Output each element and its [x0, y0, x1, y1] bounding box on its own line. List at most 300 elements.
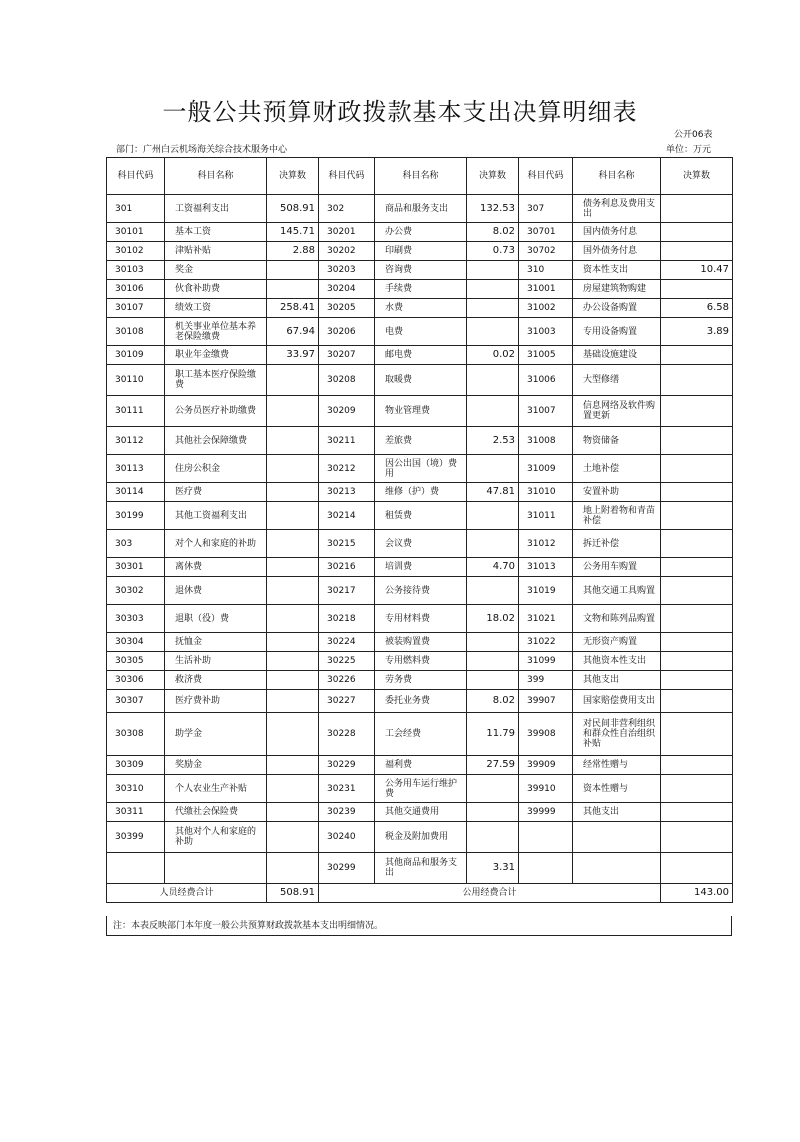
item-amount: [661, 803, 733, 822]
item-amount: [661, 455, 733, 483]
item-name: 国家赔偿费用支出: [573, 690, 661, 713]
item-amount: [661, 280, 733, 299]
item-code: 30201: [319, 223, 375, 242]
header-row: [107, 158, 733, 195]
item-name: 劳务费: [375, 671, 467, 690]
item-amount: [661, 605, 733, 633]
totals-row: [107, 884, 733, 903]
item-name: 基本工资: [165, 223, 267, 242]
item-code: 303: [107, 530, 165, 558]
item-code: 30225: [319, 652, 375, 671]
item-code: 39909: [519, 756, 573, 775]
item-amount: 0.02: [467, 346, 519, 365]
item-name: 委托业务费: [375, 690, 467, 713]
item-amount: 11.79: [467, 713, 519, 756]
item-amount: [267, 822, 319, 853]
item-name: 会议费: [375, 530, 467, 558]
item-name: 奖金: [165, 261, 267, 280]
item-code: 39907: [519, 690, 573, 713]
item-code: 30106: [107, 280, 165, 299]
item-code: 30111: [107, 396, 165, 427]
item-name: 专用材料费: [375, 605, 467, 633]
item-code: 30108: [107, 318, 165, 346]
item-code: 31013: [519, 558, 573, 577]
item-code: 301: [107, 195, 165, 223]
item-name: [573, 822, 661, 853]
item-name: 取暖费: [375, 365, 467, 396]
item-name: 职业年金缴费: [165, 346, 267, 365]
item-amount: [467, 299, 519, 318]
item-amount: [467, 396, 519, 427]
item-code: 30305: [107, 652, 165, 671]
item-name: 维修（护）费: [375, 483, 467, 502]
item-amount: [661, 822, 733, 853]
item-name: 税金及附加费用: [375, 822, 467, 853]
item-code: 31011: [519, 502, 573, 530]
item-name: 津贴补贴: [165, 242, 267, 261]
item-name: 医疗费: [165, 483, 267, 502]
item-code: 30103: [107, 261, 165, 280]
table-row: [107, 690, 733, 713]
item-amount: [267, 577, 319, 605]
item-code: 31012: [519, 530, 573, 558]
page-title: 一般公共预算财政拨款基本支出决算明细表: [162, 98, 638, 126]
unit-label: 单位：万元: [666, 145, 712, 155]
table-row: [107, 775, 733, 803]
item-code: 30110: [107, 365, 165, 396]
item-code: 31010: [519, 483, 573, 502]
item-code: 30226: [319, 671, 375, 690]
item-code: 30216: [319, 558, 375, 577]
item-code: 31005: [519, 346, 573, 365]
item-code: 30228: [319, 713, 375, 756]
item-name: 拆迁补偿: [573, 530, 661, 558]
item-name: 因公出国（境）费用: [375, 455, 467, 483]
table-row: [107, 455, 733, 483]
item-amount: [267, 396, 319, 427]
item-amount: [467, 652, 519, 671]
item-code: 31002: [519, 299, 573, 318]
item-name: 其他社会保障缴费: [165, 427, 267, 455]
item-name: 物业管理费: [375, 396, 467, 427]
table-row: [107, 713, 733, 756]
item-name: [165, 853, 267, 884]
item-code: 31008: [519, 427, 573, 455]
item-name: 助学金: [165, 713, 267, 756]
item-amount: [267, 671, 319, 690]
item-amount: 3.89: [661, 318, 733, 346]
item-name: 绩效工资: [165, 299, 267, 318]
item-code: 30217: [319, 577, 375, 605]
table-row: [107, 261, 733, 280]
item-amount: [467, 455, 519, 483]
item-code: 30208: [319, 365, 375, 396]
item-amount: [467, 365, 519, 396]
item-amount: [267, 280, 319, 299]
item-code: 31009: [519, 455, 573, 483]
item-name: 退职（役）费: [165, 605, 267, 633]
item-code: 31006: [519, 365, 573, 396]
item-code: 30114: [107, 483, 165, 502]
item-name: 租赁费: [375, 502, 467, 530]
item-name: 个人农业生产补贴: [165, 775, 267, 803]
item-name: 邮电费: [375, 346, 467, 365]
item-code: 30101: [107, 223, 165, 242]
item-name: 对个人和家庭的补助: [165, 530, 267, 558]
item-name: 办公设备购置: [573, 299, 661, 318]
item-name: 其他交通工具购置: [573, 577, 661, 605]
form-number: 公开06表: [674, 130, 713, 140]
table-row: [107, 280, 733, 299]
item-amount: [661, 690, 733, 713]
department-label: 部门：广州白云机场海关综合技术服务中心: [116, 145, 288, 155]
item-code: 30702: [519, 242, 573, 261]
item-name: 培训费: [375, 558, 467, 577]
item-name: 信息网络及软件购置更新: [573, 396, 661, 427]
item-amount: 8.02: [467, 223, 519, 242]
header-cell: 科目名称: [375, 158, 467, 195]
item-name: 机关事业单位基本养老保险缴费: [165, 318, 267, 346]
item-code: 30231: [319, 775, 375, 803]
table-row: [107, 242, 733, 261]
item-name: 抚恤金: [165, 633, 267, 652]
item-name: 其他对个人和家庭的补助: [165, 822, 267, 853]
item-name: 公务接待费: [375, 577, 467, 605]
item-code: 31001: [519, 280, 573, 299]
item-name: 奖励金: [165, 756, 267, 775]
item-code: 30399: [107, 822, 165, 853]
header-cell: 科目名称: [165, 158, 267, 195]
item-code: 30227: [319, 690, 375, 713]
item-code: 30112: [107, 427, 165, 455]
item-name: 工资福利支出: [165, 195, 267, 223]
item-amount: 27.59: [467, 756, 519, 775]
item-code: 31019: [519, 577, 573, 605]
table-row: [107, 299, 733, 318]
item-amount: [661, 633, 733, 652]
item-code: 30102: [107, 242, 165, 261]
table-row: [107, 558, 733, 577]
item-name: 职工基本医疗保险缴费: [165, 365, 267, 396]
item-name: 差旅费: [375, 427, 467, 455]
item-name: 其他支出: [573, 803, 661, 822]
item-code: 30107: [107, 299, 165, 318]
item-name: 工会经费: [375, 713, 467, 756]
item-amount: [467, 502, 519, 530]
item-amount: [267, 502, 319, 530]
item-code: 30215: [319, 530, 375, 558]
item-amount: [267, 853, 319, 884]
item-amount: 258.41: [267, 299, 319, 318]
item-code: 31007: [519, 396, 573, 427]
item-name: 救济费: [165, 671, 267, 690]
item-code: 30113: [107, 455, 165, 483]
item-amount: [661, 502, 733, 530]
item-name: 其他商品和服务支出: [375, 853, 467, 884]
item-amount: [267, 558, 319, 577]
item-name: 其他工资福利支出: [165, 502, 267, 530]
item-amount: [467, 261, 519, 280]
item-code: 30218: [319, 605, 375, 633]
item-amount: [267, 427, 319, 455]
item-name: 其他交通费用: [375, 803, 467, 822]
item-amount: [661, 853, 733, 884]
table-row: [107, 756, 733, 775]
item-name: 手续费: [375, 280, 467, 299]
header-cell: 科目代码: [519, 158, 573, 195]
item-name: 商品和服务支出: [375, 195, 467, 223]
item-amount: [267, 455, 319, 483]
header-cell: 科目代码: [319, 158, 375, 195]
item-amount: [267, 633, 319, 652]
item-amount: [267, 483, 319, 502]
table-row: [107, 577, 733, 605]
item-code: 30214: [319, 502, 375, 530]
item-name: 土地补偿: [573, 455, 661, 483]
item-name: 文物和陈列品购置: [573, 605, 661, 633]
item-amount: [661, 713, 733, 756]
table-row: [107, 427, 733, 455]
item-amount: 67.94: [267, 318, 319, 346]
item-amount: [661, 483, 733, 502]
item-amount: [267, 261, 319, 280]
item-code: 39999: [519, 803, 573, 822]
item-amount: [661, 427, 733, 455]
item-amount: [467, 577, 519, 605]
expenditure-table: [106, 157, 732, 903]
item-amount: [661, 558, 733, 577]
item-name: 咨询费: [375, 261, 467, 280]
item-amount: 145.71: [267, 223, 319, 242]
item-code: 30309: [107, 756, 165, 775]
item-name: 大型修缮: [573, 365, 661, 396]
item-amount: [661, 530, 733, 558]
item-code: 30213: [319, 483, 375, 502]
item-code: 30308: [107, 713, 165, 756]
item-amount: 3.31: [467, 853, 519, 884]
item-name: 伙食补助费: [165, 280, 267, 299]
header-cell: 决算数: [467, 158, 519, 195]
item-name: 国外债务付息: [573, 242, 661, 261]
table-row: [107, 822, 733, 853]
item-name: 代缴社会保险费: [165, 803, 267, 822]
item-code: 302: [319, 195, 375, 223]
item-amount: [467, 530, 519, 558]
item-code: 30109: [107, 346, 165, 365]
item-amount: 2.88: [267, 242, 319, 261]
item-code: 30311: [107, 803, 165, 822]
item-name: 退休费: [165, 577, 267, 605]
item-code: 30204: [319, 280, 375, 299]
item-name: 资本性支出: [573, 261, 661, 280]
item-name: 其他资本性支出: [573, 652, 661, 671]
item-name: 住房公积金: [165, 455, 267, 483]
item-code: 310: [519, 261, 573, 280]
item-amount: [267, 652, 319, 671]
header-cell: 科目名称: [573, 158, 661, 195]
item-code: 31021: [519, 605, 573, 633]
item-amount: [661, 346, 733, 365]
item-code: 30301: [107, 558, 165, 577]
item-code: [107, 853, 165, 884]
item-code: 30303: [107, 605, 165, 633]
item-code: 30307: [107, 690, 165, 713]
table-row: [107, 346, 733, 365]
item-name: 生活补助: [165, 652, 267, 671]
item-amount: 0.73: [467, 242, 519, 261]
table-row: [107, 652, 733, 671]
table-row: [107, 195, 733, 223]
item-amount: [267, 690, 319, 713]
table-row: [107, 853, 733, 884]
item-code: 30701: [519, 223, 573, 242]
item-name: 电费: [375, 318, 467, 346]
item-name: 办公费: [375, 223, 467, 242]
item-amount: 10.47: [661, 261, 733, 280]
footnote: 注：本表反映部门本年度一般公共预算财政拨款基本支出明细情况。: [106, 916, 732, 936]
item-amount: [467, 803, 519, 822]
item-code: 30203: [319, 261, 375, 280]
item-code: 30229: [319, 756, 375, 775]
item-name: 被装购置费: [375, 633, 467, 652]
header-cell: 决算数: [267, 158, 319, 195]
item-name: 专用燃料费: [375, 652, 467, 671]
item-name: 对民间非营利组织和群众性自治组织补贴: [573, 713, 661, 756]
table-row: [107, 223, 733, 242]
item-code: 39908: [519, 713, 573, 756]
item-name: 离休费: [165, 558, 267, 577]
item-amount: [661, 671, 733, 690]
table-row: [107, 803, 733, 822]
item-amount: [661, 577, 733, 605]
item-amount: [267, 756, 319, 775]
table-row: [107, 671, 733, 690]
item-amount: [267, 365, 319, 396]
item-code: 30304: [107, 633, 165, 652]
item-amount: 8.02: [467, 690, 519, 713]
table-row: [107, 318, 733, 346]
item-amount: [267, 530, 319, 558]
item-amount: [661, 396, 733, 427]
table-row: [107, 502, 733, 530]
item-code: 30202: [319, 242, 375, 261]
item-name: 福利费: [375, 756, 467, 775]
item-name: 无形资产购置: [573, 633, 661, 652]
item-amount: [467, 671, 519, 690]
item-code: [519, 822, 573, 853]
item-amount: 508.91: [267, 195, 319, 223]
item-amount: [661, 756, 733, 775]
item-amount: [661, 195, 733, 223]
item-code: 30199: [107, 502, 165, 530]
item-name: 公务用车购置: [573, 558, 661, 577]
item-amount: [661, 652, 733, 671]
header-cell: 决算数: [661, 158, 733, 195]
table-row: [107, 633, 733, 652]
item-amount: [267, 713, 319, 756]
item-code: 31003: [519, 318, 573, 346]
item-code: 30239: [319, 803, 375, 822]
item-code: 30302: [107, 577, 165, 605]
item-name: 水费: [375, 299, 467, 318]
item-amount: [267, 803, 319, 822]
item-amount: 132.53: [467, 195, 519, 223]
item-code: 307: [519, 195, 573, 223]
item-name: 专用设备购置: [573, 318, 661, 346]
item-name: 房屋建筑物购建: [573, 280, 661, 299]
item-amount: [661, 223, 733, 242]
item-amount: [661, 365, 733, 396]
item-name: 其他支出: [573, 671, 661, 690]
item-name: 国内债务付息: [573, 223, 661, 242]
item-code: 30206: [319, 318, 375, 346]
item-amount: [661, 775, 733, 803]
personnel-total-value: 508.91: [267, 884, 319, 903]
item-name: 安置补助: [573, 483, 661, 502]
item-code: 31022: [519, 633, 573, 652]
item-name: 印刷费: [375, 242, 467, 261]
item-code: 399: [519, 671, 573, 690]
table-row: [107, 530, 733, 558]
item-name: 公务用车运行维护费: [375, 775, 467, 803]
item-code: 30212: [319, 455, 375, 483]
item-code: 30224: [319, 633, 375, 652]
item-amount: 6.58: [661, 299, 733, 318]
item-amount: [467, 775, 519, 803]
item-amount: 18.02: [467, 605, 519, 633]
item-code: 30306: [107, 671, 165, 690]
public-total-value: 143.00: [661, 884, 733, 903]
item-amount: [467, 633, 519, 652]
item-name: 经常性赠与: [573, 756, 661, 775]
item-amount: [267, 775, 319, 803]
item-name: [573, 853, 661, 884]
header-cell: 科目代码: [107, 158, 165, 195]
item-code: [519, 853, 573, 884]
item-amount: [661, 242, 733, 261]
item-code: 30205: [319, 299, 375, 318]
item-code: 31099: [519, 652, 573, 671]
item-code: 30240: [319, 822, 375, 853]
item-code: 30299: [319, 853, 375, 884]
personnel-total-label: 人员经费合计: [107, 884, 267, 903]
item-amount: [467, 280, 519, 299]
item-name: 物资储备: [573, 427, 661, 455]
item-amount: 47.81: [467, 483, 519, 502]
table-row: [107, 396, 733, 427]
item-amount: [267, 605, 319, 633]
item-amount: 4.70: [467, 558, 519, 577]
item-name: 债务利息及费用支出: [573, 195, 661, 223]
public-total-label: 公用经费合计: [319, 884, 661, 903]
table-row: [107, 365, 733, 396]
item-amount: [467, 822, 519, 853]
item-code: 30211: [319, 427, 375, 455]
item-code: 30209: [319, 396, 375, 427]
item-code: 39910: [519, 775, 573, 803]
item-code: 30310: [107, 775, 165, 803]
table-row: [107, 605, 733, 633]
item-name: 基础设施建设: [573, 346, 661, 365]
item-code: 30207: [319, 346, 375, 365]
table-row: [107, 483, 733, 502]
item-amount: 2.53: [467, 427, 519, 455]
item-name: 资本性赠与: [573, 775, 661, 803]
item-name: 公务员医疗补助缴费: [165, 396, 267, 427]
item-name: 地上附着物和青苗补偿: [573, 502, 661, 530]
item-amount: [467, 318, 519, 346]
item-amount: 33.97: [267, 346, 319, 365]
